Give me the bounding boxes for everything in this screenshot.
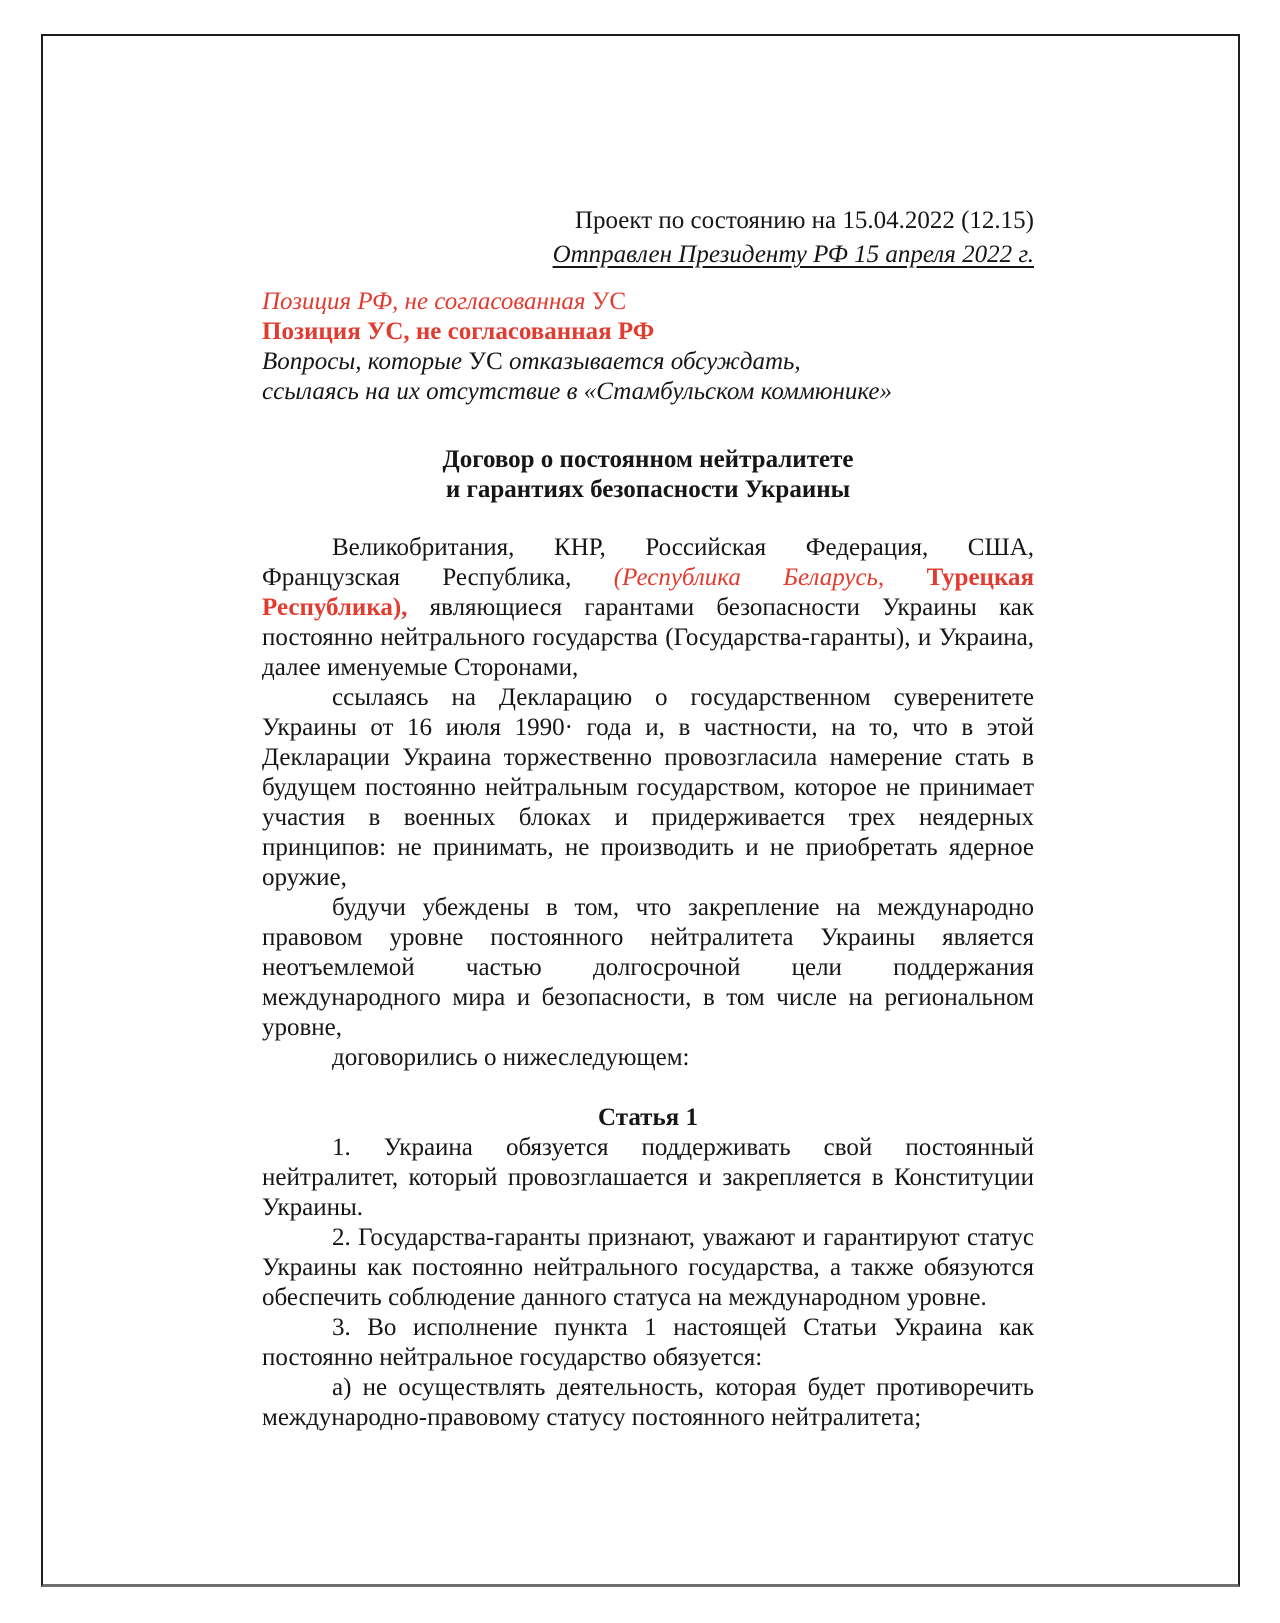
sent-to-president-line: Отправлен Президенту РФ 15 апреля 2022 г. <box>552 241 1034 268</box>
draft-status-line: Проект по состоянию на 15.04.2022 (12.15) <box>574 207 1034 234</box>
treaty-title <box>262 445 1034 505</box>
legend-questions-post: отказывается обсуждать, <box>502 348 801 375</box>
treaty-title-line-2: и гарантиях безопасности Украины <box>445 476 851 503</box>
preamble <box>262 533 1034 1073</box>
annotation-legend <box>262 287 1034 407</box>
preamble-parties-paragraph <box>262 533 1034 683</box>
preamble-conviction-paragraph: будучи убеждены в том, что закрепление на международно правовом уровне постоянного нейтралитета Украины является неотъемлемой частью долгосрочной цели поддержания международного мира и безопасности, в том числе на региональном уровне, <box>262 894 1034 1041</box>
article-1-subpoint-a: а) не осуществлять деятельность, которая будет противоречить международно-правовому статусу постоянного нейтралитета; <box>262 1374 1034 1431</box>
preamble-belarus-insert: (Республика Беларусь, <box>613 564 927 591</box>
article-1-heading: Статья 1 <box>598 1104 698 1131</box>
legend-us-unagreed-line: Позиция УС, не согласованная РФ <box>262 318 655 345</box>
article-1-point-3: 3. Во исполнение пункта 1 настоящей Статьи Украина как постоянно нейтральное государство обязуется: <box>262 1314 1034 1371</box>
preamble-agreed-paragraph: договорились о нижеследующем: <box>332 1044 690 1071</box>
legend-rf-unagreed-line <box>262 287 1034 317</box>
legend-questions-line-1 <box>262 347 1034 377</box>
preamble-parties-text-b: являющиеся гарантами безопасности Украины как постоянно нейтрального государства (Государства-гаранты), и Украина, далее именуемые Сторонами, <box>262 594 1034 681</box>
draft-status-header <box>262 204 1034 272</box>
page-border <box>41 34 1240 1587</box>
preamble-parties-text-a: Великобритания, КНР, Российская Федерация, США, Французская Республика, <box>262 534 1034 591</box>
legend-rf-unagreed-us: УС <box>591 288 627 315</box>
article-1-point-2: 2. Государства-гаранты признают, уважают и гарантируют статус Украины как постоянно нейтрального государства, а также обязуются обеспечить соблюдение данного статуса на международном уровне. <box>262 1224 1034 1311</box>
article-1-body <box>262 1133 1034 1433</box>
legend-questions-us: УС <box>468 348 503 375</box>
article-1-point-1: 1. Украина обязуется поддерживать свой постоянный нейтралитет, который провозглашается и закрепляется в Конституции Украины. <box>262 1134 1034 1221</box>
preamble-declaration-paragraph: ссылаясь на Декларацию о государственном суверенитете Украины от 16 июля 1990· года и, в частности, на то, что в этой Декларации Украина торжественно провозгласила намерение стать в будущем постоянно нейтральным государством, которое не принимает участия в военных блоках и придерживается трех неядерных принципов: не принимать, не производить и не приобретать ядерное оружие, <box>262 684 1034 891</box>
document-content <box>262 36 1034 1433</box>
legend-questions-line-2: ссылаясь на их отсутствие в «Стамбульском коммюнике» <box>262 378 893 405</box>
preamble-turkey-insert: Турецкая Республика), <box>262 564 1034 621</box>
legend-rf-unagreed-text: Позиция РФ, не согласованная <box>262 288 592 315</box>
legend-questions-pre: Вопросы, которые <box>262 348 469 375</box>
treaty-title-line-1: Договор о постоянном нейтралитете <box>442 446 854 473</box>
